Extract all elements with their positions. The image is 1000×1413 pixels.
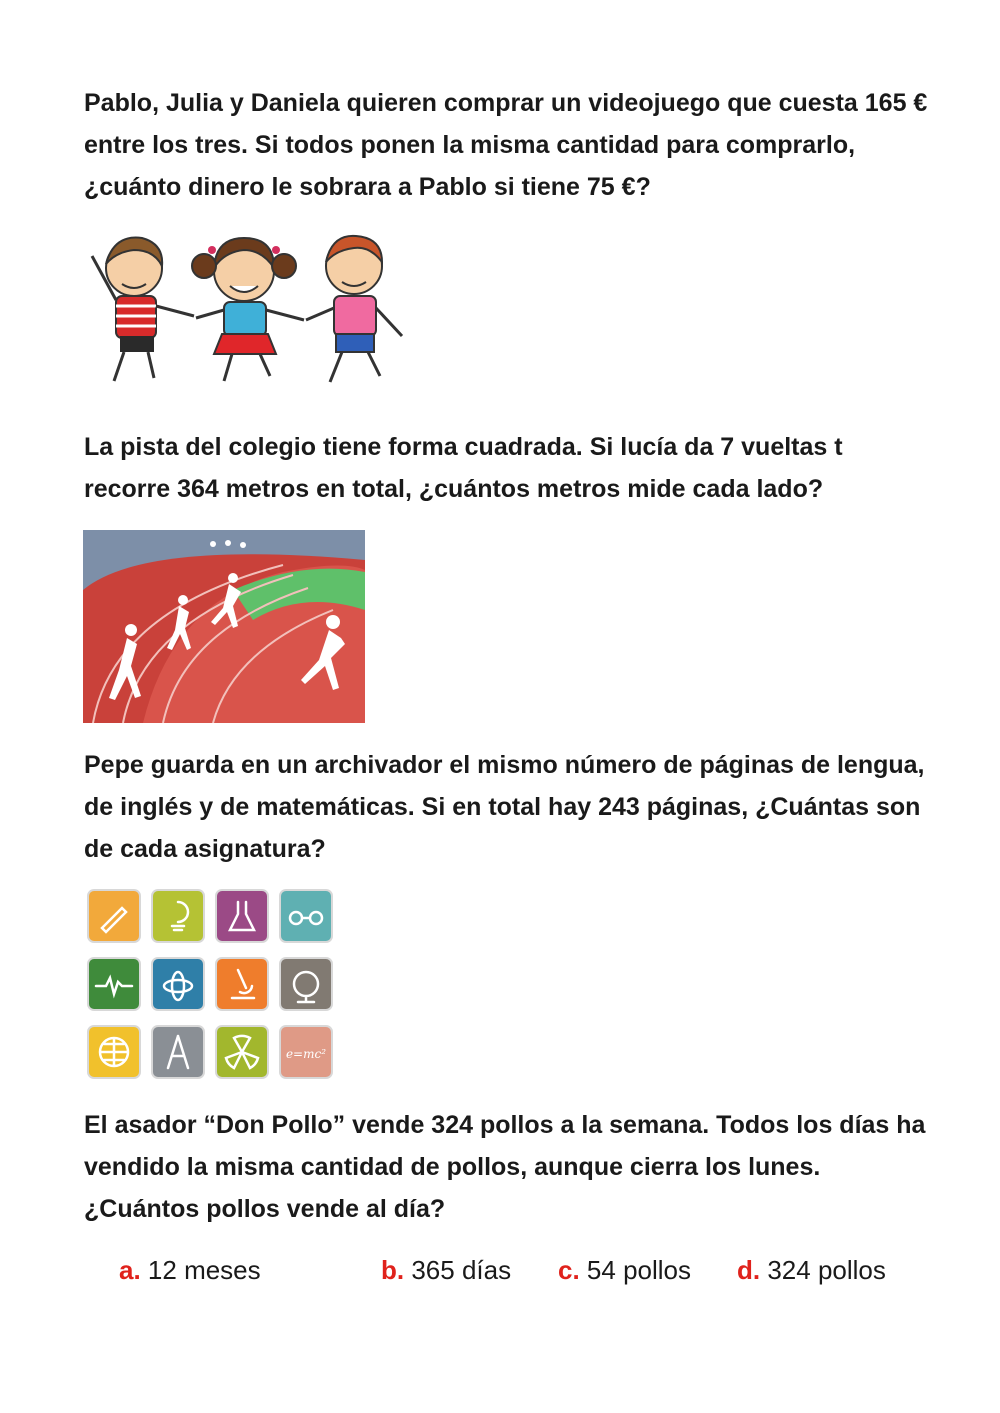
question-3: Pepe guarda en un archivador el mismo número de páginas de lengua, de inglés y de matemáticas. Si en total hay 243 páginas, ¿Cuántas son de cada asignatura?: [84, 751, 925, 863]
option-b-text: 365 días: [411, 1255, 512, 1285]
world-grid-icon: [100, 1038, 128, 1066]
question-2: La pista del colegio tiene forma cuadrada. Si lucía da 7 vueltas t recorre 364 metros en total, ¿cuántos metros mide cada lado?: [84, 433, 843, 503]
option-d-text: 324 pollos: [767, 1255, 886, 1285]
running-track-illustration: [83, 530, 365, 723]
subject-tile-pulse-icon: [88, 958, 140, 1010]
subject-tile-microscope-icon: [216, 958, 268, 1010]
school-subjects-icon-grid: [84, 886, 340, 1082]
option-d-letter: d.: [737, 1255, 761, 1285]
option-c[interactable]: [558, 1248, 691, 1292]
subject-tile-compass-icon: [152, 1026, 204, 1078]
subject-tile-globe-icon: [280, 958, 332, 1010]
boy-striped-shirt-figure: [92, 238, 194, 381]
option-b[interactable]: [381, 1248, 511, 1292]
option-d[interactable]: [737, 1248, 886, 1292]
boy-pink-shirt-figure: [306, 236, 402, 382]
subject-tile-atom-icon: [152, 958, 204, 1010]
subject-tile-pen-icon: [88, 890, 140, 942]
subject-tile-world-grid-icon: [88, 1026, 140, 1078]
question-4: El asador “Don Pollo” vende 324 pollos a la semana. Todos los días ha vendido la misma cantidad de pollos, aunque cierra los lunes. ¿Cuántos pollos vende al día?: [84, 1111, 926, 1223]
answer-options: [0, 1248, 1000, 1292]
subject-tile-radiation-icon: [216, 1026, 268, 1078]
formula-icon: e=mc²: [285, 1047, 327, 1061]
option-a[interactable]: [119, 1248, 261, 1292]
subject-tile-flask-icon: [216, 890, 268, 942]
option-c-text: 54 pollos: [586, 1255, 691, 1285]
subject-tile-formula-icon: [280, 1026, 332, 1078]
question-1: Pablo, Julia y Daniela quieren comprar un videojuego que cuesta 165 € entre los tres. Si todos ponen la misma cantidad para comprarlo, ¿cuánto dinero le sobrara a Pablo si tiene 75 €?: [84, 89, 928, 201]
option-b-letter: b.: [381, 1255, 405, 1285]
children-holding-hands-illustration: [84, 226, 414, 396]
girl-pigtails-figure: [192, 238, 304, 381]
option-c-letter: c.: [558, 1255, 580, 1285]
option-a-text: 12 meses: [147, 1255, 261, 1285]
option-a-letter: a.: [119, 1255, 141, 1285]
subject-tile-glasses-icon: [280, 890, 332, 942]
subject-tile-lightbulb-icon: [152, 890, 204, 942]
